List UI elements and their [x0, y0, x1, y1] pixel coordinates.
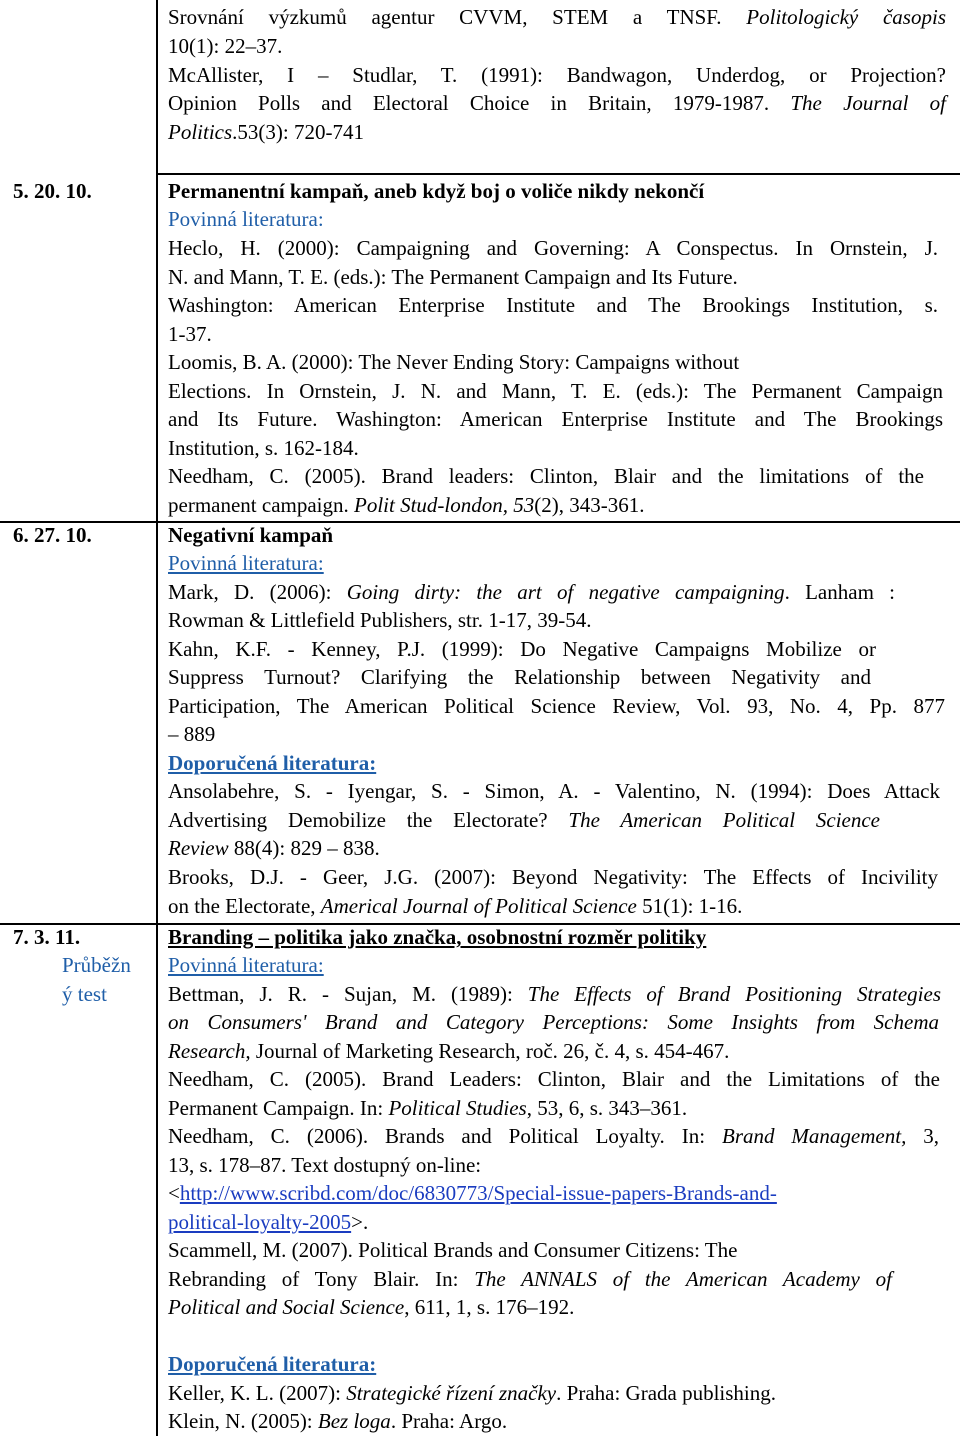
reference-line: Loomis, B. A. (2000): The Never Ending Story: Campaigns without — [168, 350, 740, 374]
reference-line: Needham, C. (2006). Brands and Political Loyalty. In: Brand Management, 3, — [168, 1124, 940, 1148]
lecture-title: Negativní kampaň — [168, 523, 334, 547]
progress-test-label: ý test — [62, 982, 107, 1006]
progress-test-label: Průběžn — [62, 953, 131, 977]
reference-line: <http://www.scribd.com/doc/6830773/Special-issue-papers-Brands-and- — [168, 1181, 777, 1205]
required-reading-label: Povinná literatura: — [168, 953, 324, 977]
reference-line: Srovnání výzkumů agentur CVVM, STEM a TNSF. Politologický časopis — [168, 5, 946, 29]
reference-line: Brooks, D.J. - Geer, J.G. (2007): Beyond Negativity: The Effects of Incivility — [168, 865, 938, 889]
lecture-date: 5. 20. 10. — [13, 179, 92, 203]
reference-line: McAllister, I – Studlar, T. (1991): Bandwagon, Underdog, or Projection? — [168, 63, 946, 87]
reference-line: Participation, The American Political Science Review, Vol. 93, No. 4, Pp. 877 — [168, 694, 945, 718]
reference-line: Rowman & Littlefield Publishers, str. 1-17, 39-54. — [168, 608, 592, 632]
required-reading-label: Povinná literatura: — [168, 551, 324, 575]
reference-line: Opinion Polls and Electoral Choice in Britain, 1979-1987. The Journal of — [168, 91, 946, 115]
scribd-link[interactable]: http://www.scribd.com/doc/6830773/Special-issue-papers-Brands-and- — [179, 1181, 777, 1205]
reference-line: and Its Future. Washington: American Enterprise Institute and The Brookings — [168, 407, 943, 431]
reference-line: Politics.53(3): 720-741 — [168, 120, 364, 144]
reference-line: Ansolabehre, S. - Iyengar, S. - Simon, A. - Valentino, N. (1994): Does Attack — [168, 779, 940, 803]
reference-line: – 889 — [168, 722, 216, 746]
reference-line: Elections. In Ornstein, J. N. and Mann, T. E. (eds.): The Permanent Campaign — [168, 379, 943, 403]
reference-line: Heclo, H. (2000): Campaigning and Governing: A Conspectus. In Ornstein, J. — [168, 236, 938, 260]
column-divider — [156, 0, 158, 1436]
reference-line: Needham, C. (2005). Brand Leaders: Clinton, Blair and the Limitations of the — [168, 1067, 940, 1091]
reference-line: Review 88(4): 829 – 838. — [168, 836, 380, 860]
reference-line: Keller, K. L. (2007): Strategické řízení značky. Praha: Grada publishing. — [168, 1381, 777, 1405]
scribd-link-continued[interactable]: political-loyalty-2005 — [168, 1210, 352, 1234]
reference-line: Advertising Demobilize the Electorate? The American Political Science — [168, 808, 880, 832]
reference-line: 13, s. 178–87. Text dostupný on-line: — [168, 1153, 482, 1177]
reference-line: permanent campaign. Polit Stud-london, 53(2), 343-361. — [168, 493, 645, 517]
reference-line: Permanent Campaign. In: Political Studies, 53, 6, s. 343–361. — [168, 1096, 688, 1120]
reference-line: Rebranding of Tony Blair. In: The ANNALS of the American Academy of — [168, 1267, 892, 1291]
reference-line: Needham, C. (2005). Brand leaders: Clinton, Blair and the limitations of the — [168, 464, 924, 488]
reference-line: on Consumers' Brand and Category Perceptions: Some Insights from Schema — [168, 1010, 939, 1034]
reference-line: Mark, D. (2006): Going dirty: the art of negative campaigning. Lanham : — [168, 580, 895, 604]
required-reading-label: Povinná literatura: — [168, 207, 324, 231]
row-divider — [156, 173, 960, 175]
row-divider — [0, 521, 960, 523]
lecture-date: 7. 3. 11. — [13, 925, 81, 949]
lecture-title: Branding – politika jako značka, osobnostní rozměr politiky — [168, 925, 707, 949]
reference-line: Klein, N. (2005): Bez loga. Praha: Argo. — [168, 1409, 508, 1433]
reference-line: 1-37. — [168, 322, 212, 346]
reference-line: 10(1): 22–37. — [168, 34, 283, 58]
reference-line: Kahn, K.F. - Kenney, P.J. (1999): Do Negative Campaigns Mobilize or — [168, 637, 876, 661]
recommended-reading-label: Doporučená literatura: — [168, 1352, 377, 1376]
lecture-date: 6. 27. 10. — [13, 523, 92, 547]
reference-line: political-loyalty-2005>. — [168, 1210, 369, 1234]
reference-line: Washington: American Enterprise Institute and The Brookings Institution, s. — [168, 293, 938, 317]
reference-line: Institution, s. 162-184. — [168, 436, 359, 460]
lecture-title: Permanentní kampaň, aneb když boj o voliče nikdy nekončí — [168, 179, 705, 203]
reference-line: N. and Mann, T. E. (eds.): The Permanent Campaign and Its Future. — [168, 265, 738, 289]
reference-line: Suppress Turnout? Clarifying the Relationship between Negativity and — [168, 665, 871, 689]
reference-line: Political and Social Science, 611, 1, s. 176–192. — [168, 1295, 575, 1319]
reference-line: Research, Journal of Marketing Research, roč. 26, č. 4, s. 454-467. — [168, 1039, 730, 1063]
reference-line: Scammell, M. (2007). Political Brands and Consumer Citizens: The — [168, 1238, 738, 1262]
reference-line: on the Electorate, Americal Journal of Political Science 51(1): 1-16. — [168, 894, 743, 918]
recommended-reading-label: Doporučená literatura: — [168, 751, 377, 775]
reference-line: Bettman, J. R. - Sujan, M. (1989): The Effects of Brand Positioning Strategies — [168, 982, 941, 1006]
